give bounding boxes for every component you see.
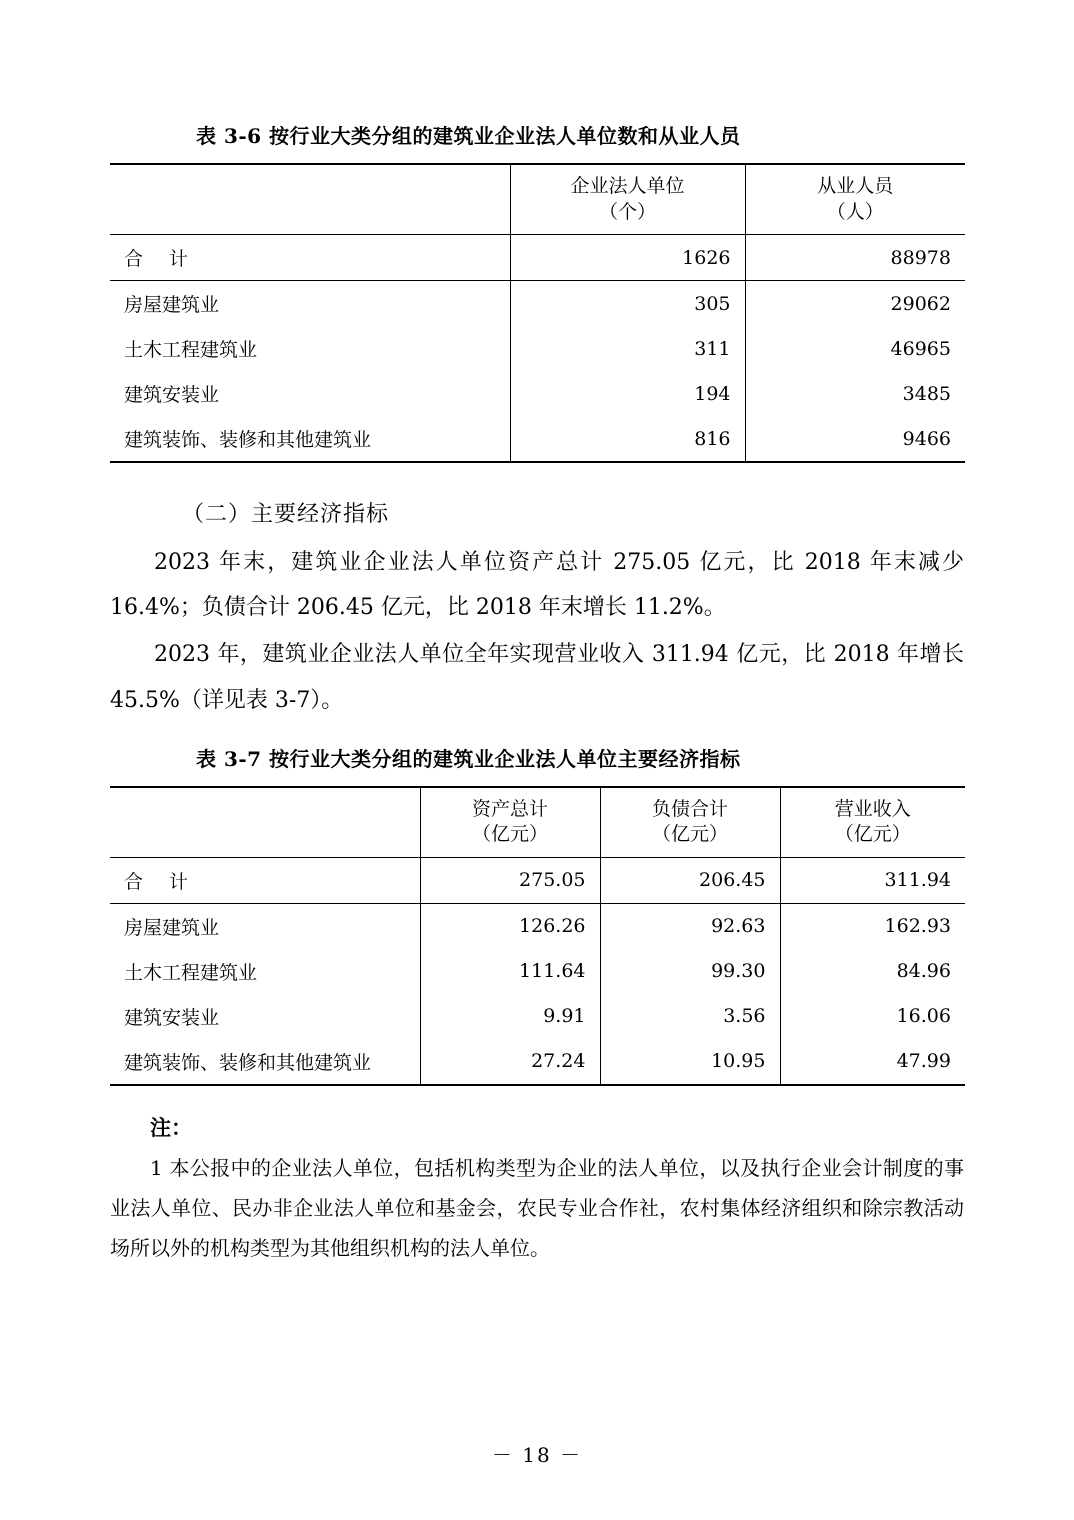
header-units bbox=[510, 164, 745, 235]
table-row bbox=[110, 281, 965, 327]
row-units: 816 bbox=[510, 416, 745, 462]
row-employees: 29062 bbox=[745, 281, 965, 327]
row-liabilities: 3.56 bbox=[600, 994, 780, 1039]
header-revenue-line2: （亿元） bbox=[834, 823, 911, 846]
header-liabilities-line1: 负债合计 bbox=[651, 797, 728, 820]
header-units-line2: （个） bbox=[598, 200, 656, 223]
table-row bbox=[110, 416, 965, 462]
row-units: 311 bbox=[510, 326, 745, 371]
row-label: 土木工程建筑业 bbox=[124, 961, 258, 984]
row-label: 建筑装饰、装修和其他建筑业 bbox=[110, 1039, 420, 1085]
row-revenue: 84.96 bbox=[780, 949, 965, 994]
table-3-7 bbox=[110, 786, 965, 1086]
total-liabilities: 206.45 bbox=[600, 857, 780, 903]
header-liabilities bbox=[600, 787, 780, 858]
row-assets: 9.91 bbox=[420, 994, 600, 1039]
row-assets: 111.64 bbox=[420, 949, 600, 994]
total-employees: 88978 bbox=[745, 235, 965, 281]
row-liabilities: 99.30 bbox=[600, 949, 780, 994]
table-row-header bbox=[110, 164, 965, 235]
row-label: 建筑装饰、装修和其他建筑业 bbox=[110, 416, 510, 462]
row-units: 305 bbox=[510, 281, 745, 327]
row-label: 房屋建筑业 bbox=[110, 281, 510, 327]
row-units: 194 bbox=[510, 371, 745, 416]
header-assets bbox=[420, 787, 600, 858]
header-employees bbox=[745, 164, 965, 235]
table-3-6-caption: 表 3-6 按行业大类分组的建筑业企业法人单位数和从业人员 bbox=[196, 124, 741, 148]
table-row bbox=[110, 1039, 965, 1085]
header-assets-line2: （亿元） bbox=[471, 823, 548, 846]
row-employees: 9466 bbox=[745, 416, 965, 462]
table-row bbox=[110, 903, 965, 949]
header-revenue-line1: 营业收入 bbox=[834, 797, 911, 820]
row-revenue: 47.99 bbox=[780, 1039, 965, 1085]
page-number: － 18 － bbox=[491, 1443, 583, 1467]
total-revenue: 311.94 bbox=[780, 857, 965, 903]
row-label: 房屋建筑业 bbox=[110, 903, 420, 949]
row-revenue: 162.93 bbox=[780, 903, 965, 949]
row-label: 土木工程建筑业 bbox=[124, 339, 258, 362]
table-row bbox=[110, 994, 965, 1039]
header-units-line1: 企业法人单位 bbox=[570, 175, 685, 197]
section-paragraph-1: 2023 年末，建筑业企业法人单位资产总计 275.05 亿元，比 2018 年末减少 16.4%；负债合计 206.45 亿元，比 2018 年末增长 11.2%。 bbox=[110, 550, 964, 621]
table-row bbox=[110, 371, 965, 416]
row-employees: 46965 bbox=[745, 326, 965, 371]
header-revenue bbox=[780, 787, 965, 858]
total-units: 1626 bbox=[510, 235, 745, 281]
row-liabilities: 92.63 bbox=[600, 903, 780, 949]
header-assets-line1: 资产总计 bbox=[471, 797, 548, 820]
row-label: 建筑安装业 bbox=[124, 384, 220, 407]
table-row-header bbox=[110, 787, 965, 858]
header-blank bbox=[110, 787, 420, 858]
table-row-total bbox=[110, 235, 965, 281]
table-row bbox=[110, 949, 965, 994]
notes-text: 1 本公报中的企业法人单位，包括机构类型为企业的法人单位，以及执行企业会计制度的事业法人单位、民办非企业法人单位和基金会，农民专业合作社，农村集体经济组织和除宗教活动场所以外的机构类型为其他组织机构的法人单位。 bbox=[110, 1155, 964, 1260]
row-liabilities: 10.95 bbox=[600, 1039, 780, 1085]
row-revenue: 16.06 bbox=[780, 994, 965, 1039]
total-assets: 275.05 bbox=[420, 857, 600, 903]
row-label: 建筑安装业 bbox=[124, 1006, 220, 1029]
table-row bbox=[110, 326, 965, 371]
notes-title: 注： bbox=[150, 1114, 192, 1140]
total-label: 合 计 bbox=[110, 235, 510, 281]
table-3-6 bbox=[110, 163, 965, 463]
table-3-7-caption: 表 3-7 按行业大类分组的建筑业企业法人单位主要经济指标 bbox=[196, 746, 741, 771]
total-label: 合 计 bbox=[110, 857, 420, 903]
row-assets: 126.26 bbox=[420, 903, 600, 949]
header-employees-line2: （人） bbox=[826, 200, 884, 223]
row-employees: 3485 bbox=[745, 371, 965, 416]
header-liabilities-line2: （亿元） bbox=[651, 823, 728, 846]
table-row-total bbox=[110, 857, 965, 903]
section-paragraph-2: 2023 年，建筑业企业法人单位全年实现营业收入 311.94 亿元，比 2018 年增长 45.5%（详见表 3-7）。 bbox=[110, 642, 964, 713]
header-employees-line1: 从业人员 bbox=[817, 175, 894, 197]
header-blank bbox=[110, 164, 510, 235]
row-assets: 27.24 bbox=[420, 1039, 600, 1085]
section-heading: （二）主要经济指标 bbox=[182, 502, 390, 528]
